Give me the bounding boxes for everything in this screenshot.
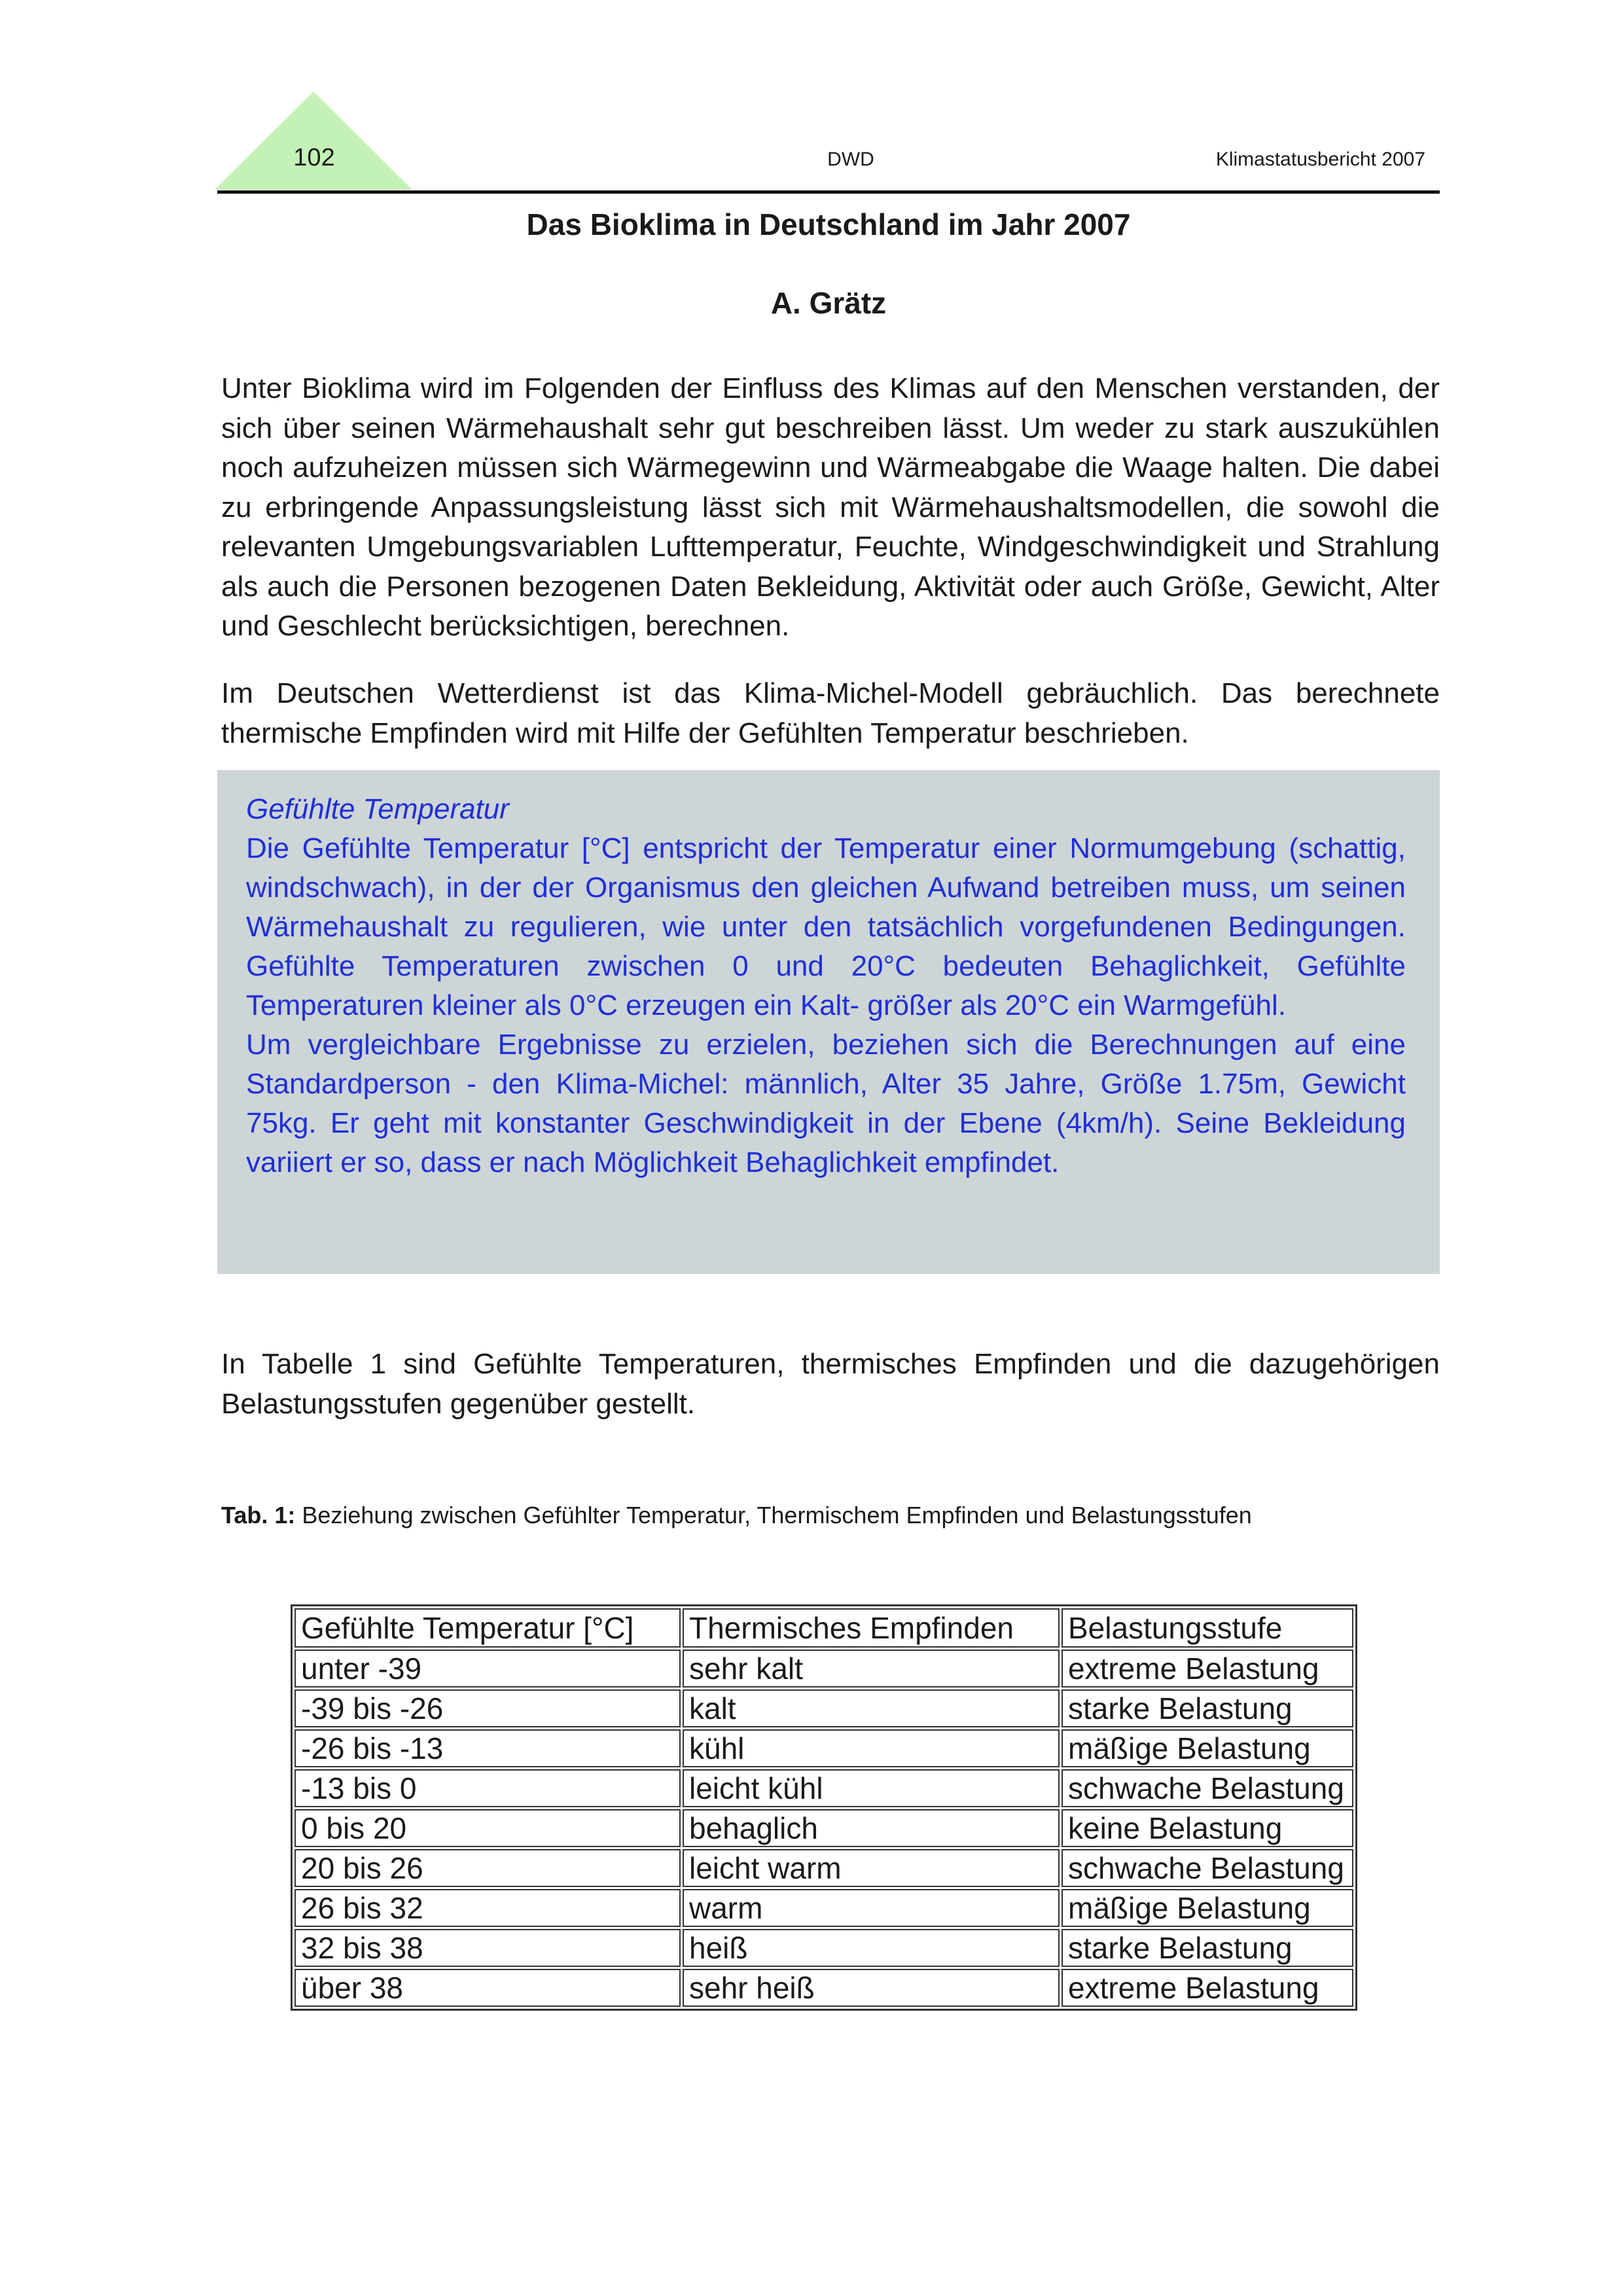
table-cell: -26 bis -13 [294, 1729, 681, 1767]
table-cell: heiß [683, 1929, 1060, 1967]
table-cell: 20 bis 26 [294, 1849, 681, 1887]
table-cell: -39 bis -26 [294, 1689, 681, 1727]
table-cell: sehr heiß [683, 1969, 1060, 2007]
caption-label: Tab. 1: [221, 1502, 296, 1528]
table-row [294, 1969, 1353, 2007]
table-cell: extreme Belastung [1061, 1650, 1353, 1687]
info-box-title: Gefühlte Temperatur [246, 793, 509, 825]
table-cell: -13 bis 0 [294, 1769, 681, 1807]
table-row [294, 1849, 1353, 1887]
page-number: 102 [293, 144, 335, 171]
document-title: Das Bioklima in Deutschland im Jahr 2007 [526, 207, 1131, 241]
table-row [294, 1729, 1353, 1767]
table-cell: leicht warm [683, 1849, 1060, 1887]
table-cell: extreme Belastung [1061, 1969, 1353, 2007]
info-box-text-1: Die Gefühlte Temperatur [°C] entspricht der Temperatur einer Normumgebung (schattig, windschwach), in der der Organismus den gleichen Aufwand betreiben muss, um seinen Wärmehaushalt zu regulieren, wie unter den tatsächlich vorgefundenen Bedingungen. Gefühlte Temperaturen zwischen 0 und 20°C bedeuten Behaglichkeit, Gefühlte Temperaturen kleiner als 0°C erzeugen ein Kalt- größer als 20°C ein Warmgefühl. [246, 832, 1406, 1021]
table-cell: 26 bis 32 [294, 1889, 681, 1927]
header-right: Klimastatusbericht 2007 [1215, 149, 1425, 170]
table-row [294, 1650, 1353, 1687]
header-center: DWD [827, 149, 874, 170]
table-cell: mäßige Belastung [1061, 1729, 1353, 1767]
paragraph-table-intro: In Tabelle 1 sind Gefühlte Temperaturen, thermisches Empfinden und die dazugehörigen Belastungsstufen gegenüber gestellt. [221, 1348, 1440, 1420]
table-cell: leicht kühl [683, 1769, 1060, 1807]
caption-text: Beziehung zwischen Gefühlter Temperatur, Thermischem Empfinden und Belastungsstufen [295, 1502, 1252, 1528]
table-cell: über 38 [294, 1969, 681, 2007]
table-cell: kalt [683, 1689, 1060, 1727]
table-header-cell: Thermisches Empfinden [683, 1608, 1060, 1648]
table-cell: starke Belastung [1061, 1929, 1353, 1967]
table-caption [221, 1502, 1252, 1529]
table-row [294, 1929, 1353, 1967]
table-cell: mäßige Belastung [1061, 1889, 1353, 1927]
info-box [217, 770, 1440, 1274]
header-triangle [215, 92, 412, 191]
table-cell: keine Belastung [1061, 1809, 1353, 1847]
info-box-text-2: Um vergleichbare Ergebnisse zu erzielen, beziehen sich die Berechnungen auf eine Standardperson - den Klima-Michel: männlich, Alter 35 Jahre, Größe 1.75m, Gewicht 75kg. Er geht mit konstanter Geschwindigkeit in der Ebene (4km/h). Seine Bekleidung variiert er so, dass er nach Möglichkeit Behaglichkeit empfindet. [246, 1029, 1406, 1178]
table-cell: schwache Belastung [1061, 1849, 1353, 1887]
table-header-row [294, 1608, 1353, 1648]
paragraph-model: Im Deutschen Wetterdienst ist das Klima-Michel-Modell gebräuchlich. Das berechnete thermische Empfinden wird mit Hilfe der Gefühlten Temperatur beschrieben. [221, 677, 1440, 749]
author: A. Grätz [770, 286, 887, 320]
table-row [294, 1889, 1353, 1927]
table-row [294, 1809, 1353, 1847]
table-header-cell: Belastungsstufe [1061, 1608, 1353, 1648]
table-cell: starke Belastung [1061, 1689, 1353, 1727]
header-rule [217, 190, 1440, 194]
table-cell: 32 bis 38 [294, 1929, 681, 1967]
table-cell: behaglich [683, 1809, 1060, 1847]
table-cell: sehr kalt [683, 1650, 1060, 1687]
table-cell: 0 bis 20 [294, 1809, 681, 1847]
table-cell: kühl [683, 1729, 1060, 1767]
table-cell: schwache Belastung [1061, 1769, 1353, 1807]
table-header-cell: Gefühlte Temperatur [°C] [294, 1608, 681, 1648]
table-row [294, 1769, 1353, 1807]
table-cell: unter -39 [294, 1650, 681, 1687]
table-row [294, 1689, 1353, 1727]
table-cell: warm [683, 1889, 1060, 1927]
paragraph-intro: Unter Bioklima wird im Folgenden der Einfluss des Klimas auf den Menschen verstanden, der sich über seinen Wärmehaushalt sehr gut beschreiben lässt. Um weder zu stark auszukühlen noch aufzuheizen müssen sich Wärmegewinn und Wärmeabgabe die Waage halten. Die dabei zu erbringende Anpassungsleistung lässt sich mit Wärmehaushaltsmodellen, die sowohl die relevanten Umgebungsvariablen Lufttemperatur, Feuchte, Windgeschwindigkeit und Strahlung als auch die Personen bezogenen Daten Bekleidung, Aktivität oder auch Größe, Gewicht, Alter und Geschlecht berücksichtigen, berechnen. [221, 372, 1440, 642]
temperature-table [291, 1604, 1357, 2011]
